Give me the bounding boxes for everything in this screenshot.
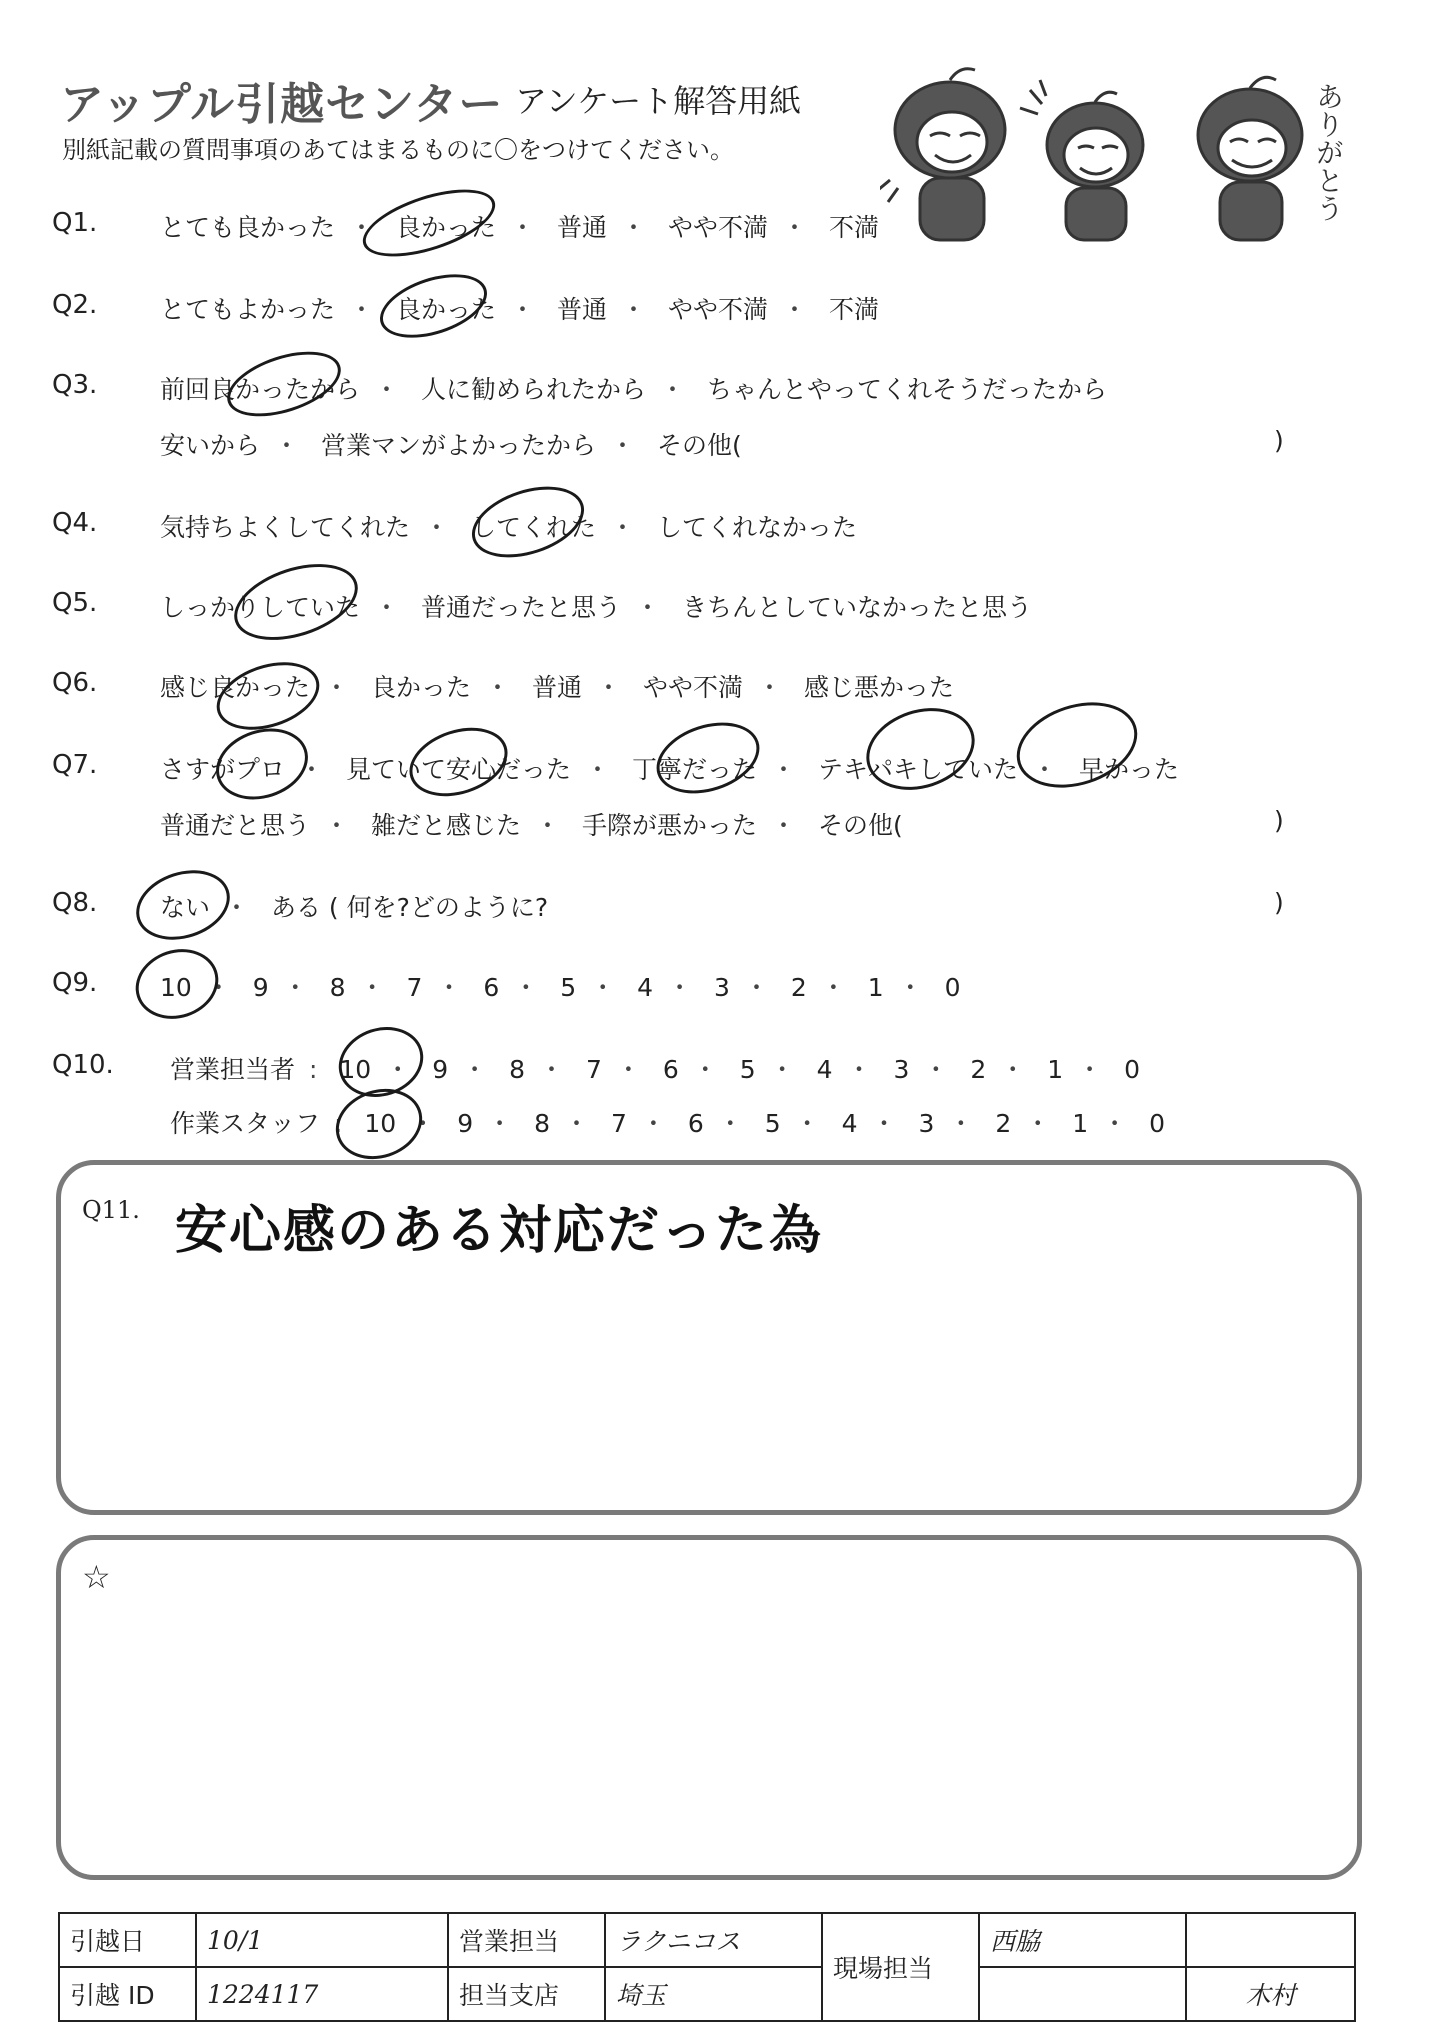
move-date-label: 引越日 <box>59 1913 196 1967</box>
q3-option[interactable]: 人に勧められたから <box>420 375 646 404</box>
form-subtitle: アンケート解答用紙 <box>515 82 802 120</box>
q7-option[interactable]: その他( <box>817 811 903 840</box>
q4-option[interactable]: 気持ちよくしてくれた <box>160 513 411 542</box>
q9-label: Q9. <box>52 968 98 998</box>
q6-option[interactable]: 感じ悪かった <box>803 673 954 702</box>
q7-options: さすがプロ ・ 見ていて安心だった ・ 丁寧だった ・ テキパキしていた ・ 早かった <box>160 755 1179 784</box>
q8-option[interactable]: ない <box>160 893 211 922</box>
q9-answer-circle <box>127 939 228 1030</box>
q8-label: Q8. <box>52 888 98 918</box>
q5-option[interactable]: しっかりしていた <box>160 593 361 622</box>
q5-label: Q5. <box>52 588 98 618</box>
q7-option[interactable]: 早かった <box>1078 755 1179 784</box>
q2-answer-circle <box>372 262 495 350</box>
thanks-text: ありがとう <box>1312 82 1345 222</box>
q3-close-paren: ) <box>1274 426 1284 455</box>
instruction-text: 別紙記載の質問事項のあてはまるものに〇をつけてください。 <box>62 136 734 164</box>
q8-close-paren: ) <box>1274 888 1284 917</box>
q1-option[interactable]: 普通 <box>556 213 607 242</box>
q9-option[interactable]: 5 <box>560 973 577 1002</box>
q10-option[interactable]: 7 <box>610 1109 627 1138</box>
q6-option[interactable]: やや不満 <box>642 673 743 702</box>
q10-option[interactable]: 9 <box>432 1055 449 1084</box>
site-staff-empty-2 <box>979 1967 1186 2021</box>
q2-option[interactable]: とてもよかった <box>160 295 336 324</box>
q10-label: Q10. <box>52 1050 114 1080</box>
q10-staff-answer-circle <box>327 1078 432 1170</box>
company-title: アップル引越センター <box>60 79 504 130</box>
q5-option[interactable]: きちんとしていなかったと思う <box>681 593 1032 622</box>
q10-option[interactable]: 0 <box>1124 1055 1140 1084</box>
q10-option[interactable]: 1 <box>1047 1055 1064 1084</box>
q10-option[interactable]: 8 <box>534 1109 550 1138</box>
q10-option[interactable]: 1 <box>1072 1109 1089 1138</box>
q10-sales-row: 営業担当者 : 10 ・ 9 ・ 8 ・ 7 ・ 6 ・ 5 ・ 4 ・ 3 ・ 2 ・ 1 ・ 0 <box>170 1055 1140 1084</box>
q3-answer-circle <box>219 339 349 429</box>
q7-option[interactable]: 丁寧だった <box>631 755 757 784</box>
q4-label: Q4. <box>52 508 98 538</box>
q8-option[interactable]: ある ( 何を?どのように? <box>270 893 549 922</box>
q1-options: とても良かった ・ 良かった ・ 普通 ・ やや不満 ・ 不満 <box>160 213 879 242</box>
q10-option[interactable]: 6 <box>662 1055 679 1084</box>
q6-options: 感じ良かった ・ 良かった ・ 普通 ・ やや不満 ・ 感じ悪かった <box>160 673 954 702</box>
q10-option[interactable]: 5 <box>764 1109 781 1138</box>
move-date-value: 10/1 <box>196 1913 448 1967</box>
mascot-center <box>1020 80 1143 240</box>
q2-option[interactable]: 不満 <box>828 295 879 324</box>
q9-option[interactable]: 7 <box>406 973 423 1002</box>
footer-table <box>58 1912 1356 2022</box>
q7-answer-circle-3 <box>647 710 768 806</box>
q10-option[interactable]: 8 <box>509 1055 525 1084</box>
q10-option[interactable]: 4 <box>841 1109 858 1138</box>
q7-answer-circle-4 <box>856 695 986 803</box>
q1-option[interactable]: とても良かった <box>160 213 336 242</box>
mascot-left <box>880 69 1005 240</box>
q2-option[interactable]: 普通 <box>556 295 607 324</box>
q10-option[interactable]: 9 <box>457 1109 474 1138</box>
branch-value: 埼玉 <box>605 1967 822 2021</box>
q1-answer-circle <box>355 176 503 270</box>
q10-option[interactable]: 10 <box>364 1109 397 1138</box>
q10-option[interactable]: 0 <box>1149 1109 1165 1138</box>
q2-option[interactable]: 良かった <box>395 295 496 324</box>
branch-label: 担当支店 <box>448 1967 605 2021</box>
q9-option[interactable]: 4 <box>637 973 654 1002</box>
q6-option[interactable]: 普通 <box>531 673 582 702</box>
q3-label: Q3. <box>52 370 98 400</box>
site-staff-label: 現場担当 <box>822 1913 979 2021</box>
q7-option[interactable]: 手際が悪かった <box>581 811 757 840</box>
q10-staff-row: 作業スタッフ : 10 ・ 9 ・ 8 ・ 7 ・ 6 ・ 5 ・ 4 ・ 3 ・ 2 ・ 1 ・ 0 <box>170 1109 1165 1138</box>
q4-option[interactable]: してくれた <box>470 513 596 542</box>
q10-option[interactable]: 4 <box>816 1055 833 1084</box>
site-staff-1: 西脇 <box>979 1913 1186 1967</box>
sales-label: 営業担当 <box>448 1913 605 1967</box>
mascot-illustration <box>880 60 1350 260</box>
q10-option[interactable]: 3 <box>918 1109 935 1138</box>
q4-answer-circle <box>463 474 593 571</box>
q6-label: Q6. <box>52 668 98 698</box>
star-icon: ☆ <box>82 1558 111 1596</box>
sales-value: ラクニコス <box>605 1913 822 1967</box>
move-id-label: 引越 ID <box>59 1967 196 2021</box>
mascot-right <box>1198 77 1302 240</box>
q3-option[interactable]: その他( <box>656 431 742 460</box>
q10-option[interactable]: 2 <box>995 1109 1012 1138</box>
q2-option[interactable]: やや不満 <box>667 295 768 324</box>
q9-option[interactable]: 8 <box>329 973 346 1002</box>
q1-option[interactable]: 不満 <box>828 213 879 242</box>
q3-options-row2: 安いから ・ 営業マンがよかったから ・ その他( <box>160 431 742 460</box>
q11-label: Q11. <box>82 1196 140 1224</box>
q7-close-paren: ) <box>1274 806 1284 835</box>
q9-option[interactable]: 1 <box>867 973 884 1002</box>
q10-sales-label: 営業担当者 <box>170 1055 296 1084</box>
q3-option[interactable]: ちゃんとやってくれそうだったから <box>706 375 1107 404</box>
q9-option[interactable]: 3 <box>714 973 730 1002</box>
q10-option[interactable]: 6 <box>687 1109 704 1138</box>
q7-option[interactable]: 普通だと思う <box>160 811 311 840</box>
q5-options: しっかりしていた ・ 普通だったと思う ・ きちんとしていなかったと思う <box>160 593 1032 622</box>
move-id-value: 1224117 <box>196 1967 448 2021</box>
q10-option[interactable]: 3 <box>893 1055 910 1084</box>
q4-options: 気持ちよくしてくれた ・ してくれた ・ してくれなかった <box>160 513 857 542</box>
q10-option[interactable]: 7 <box>585 1055 602 1084</box>
q10-option[interactable]: 10 <box>339 1055 372 1084</box>
q3-option[interactable]: 営業マンがよかったから <box>320 431 596 460</box>
q9-option[interactable]: 10 <box>160 973 192 1002</box>
q8-options: ない ・ ある ( 何を?どのように? <box>160 893 549 922</box>
q9-options: 10 ・ 9 ・ 8 ・ 7 ・ 6 ・ 5 ・ 4 ・ 3 ・ 2 ・ 1 ・ 0 <box>160 973 961 1002</box>
q3-options: 前回良かったから ・ 人に勧められたから ・ ちゃんとやってくれそうだったから <box>160 375 1107 404</box>
q6-option[interactable]: 良かった <box>370 673 471 702</box>
q8-answer-circle <box>127 859 239 951</box>
q3-option[interactable]: 安いから <box>160 431 261 460</box>
q1-option[interactable]: 良かった <box>395 213 496 242</box>
q7-answer-circle-2 <box>401 716 517 808</box>
q10-staff-label: 作業スタッフ <box>170 1109 321 1138</box>
q2-options: とてもよかった ・ 良かった ・ 普通 ・ やや不満 ・ 不満 <box>160 295 879 324</box>
site-staff-2: 木村 <box>1186 1967 1355 2021</box>
q9-option[interactable]: 9 <box>252 973 269 1002</box>
q4-option[interactable]: してくれなかった <box>656 513 857 542</box>
q7-answer-circle-1 <box>207 717 317 811</box>
site-staff-empty <box>1186 1913 1355 1967</box>
q7-option[interactable]: 雑だと感じた <box>370 811 521 840</box>
q1-label: Q1. <box>52 208 98 238</box>
q10-option[interactable]: 2 <box>970 1055 987 1084</box>
comment-box <box>56 1535 1362 1880</box>
q7-option[interactable]: 見ていて安心だった <box>345 755 571 784</box>
q7-label: Q7. <box>52 750 98 780</box>
q3-option[interactable]: 前回良かったから <box>160 375 361 404</box>
q2-label: Q2. <box>52 290 98 320</box>
q11-answer: 安心感のある対応だった為 <box>175 1200 824 1261</box>
q6-option[interactable]: 感じ良かった <box>160 673 311 702</box>
q1-option[interactable]: やや不満 <box>667 213 768 242</box>
q7-option[interactable]: さすがプロ <box>160 755 286 784</box>
q10-option[interactable]: 5 <box>739 1055 756 1084</box>
q5-answer-circle <box>225 550 368 654</box>
q9-option[interactable]: 6 <box>483 973 500 1002</box>
q9-option[interactable]: 0 <box>944 973 961 1002</box>
q7-options-row2: 普通だと思う ・ 雑だと感じた ・ 手際が悪かった ・ その他( <box>160 811 903 840</box>
q5-option[interactable]: 普通だったと思う <box>420 593 621 622</box>
q9-option[interactable]: 2 <box>790 973 807 1002</box>
q7-option[interactable]: テキパキしていた <box>817 755 1018 784</box>
